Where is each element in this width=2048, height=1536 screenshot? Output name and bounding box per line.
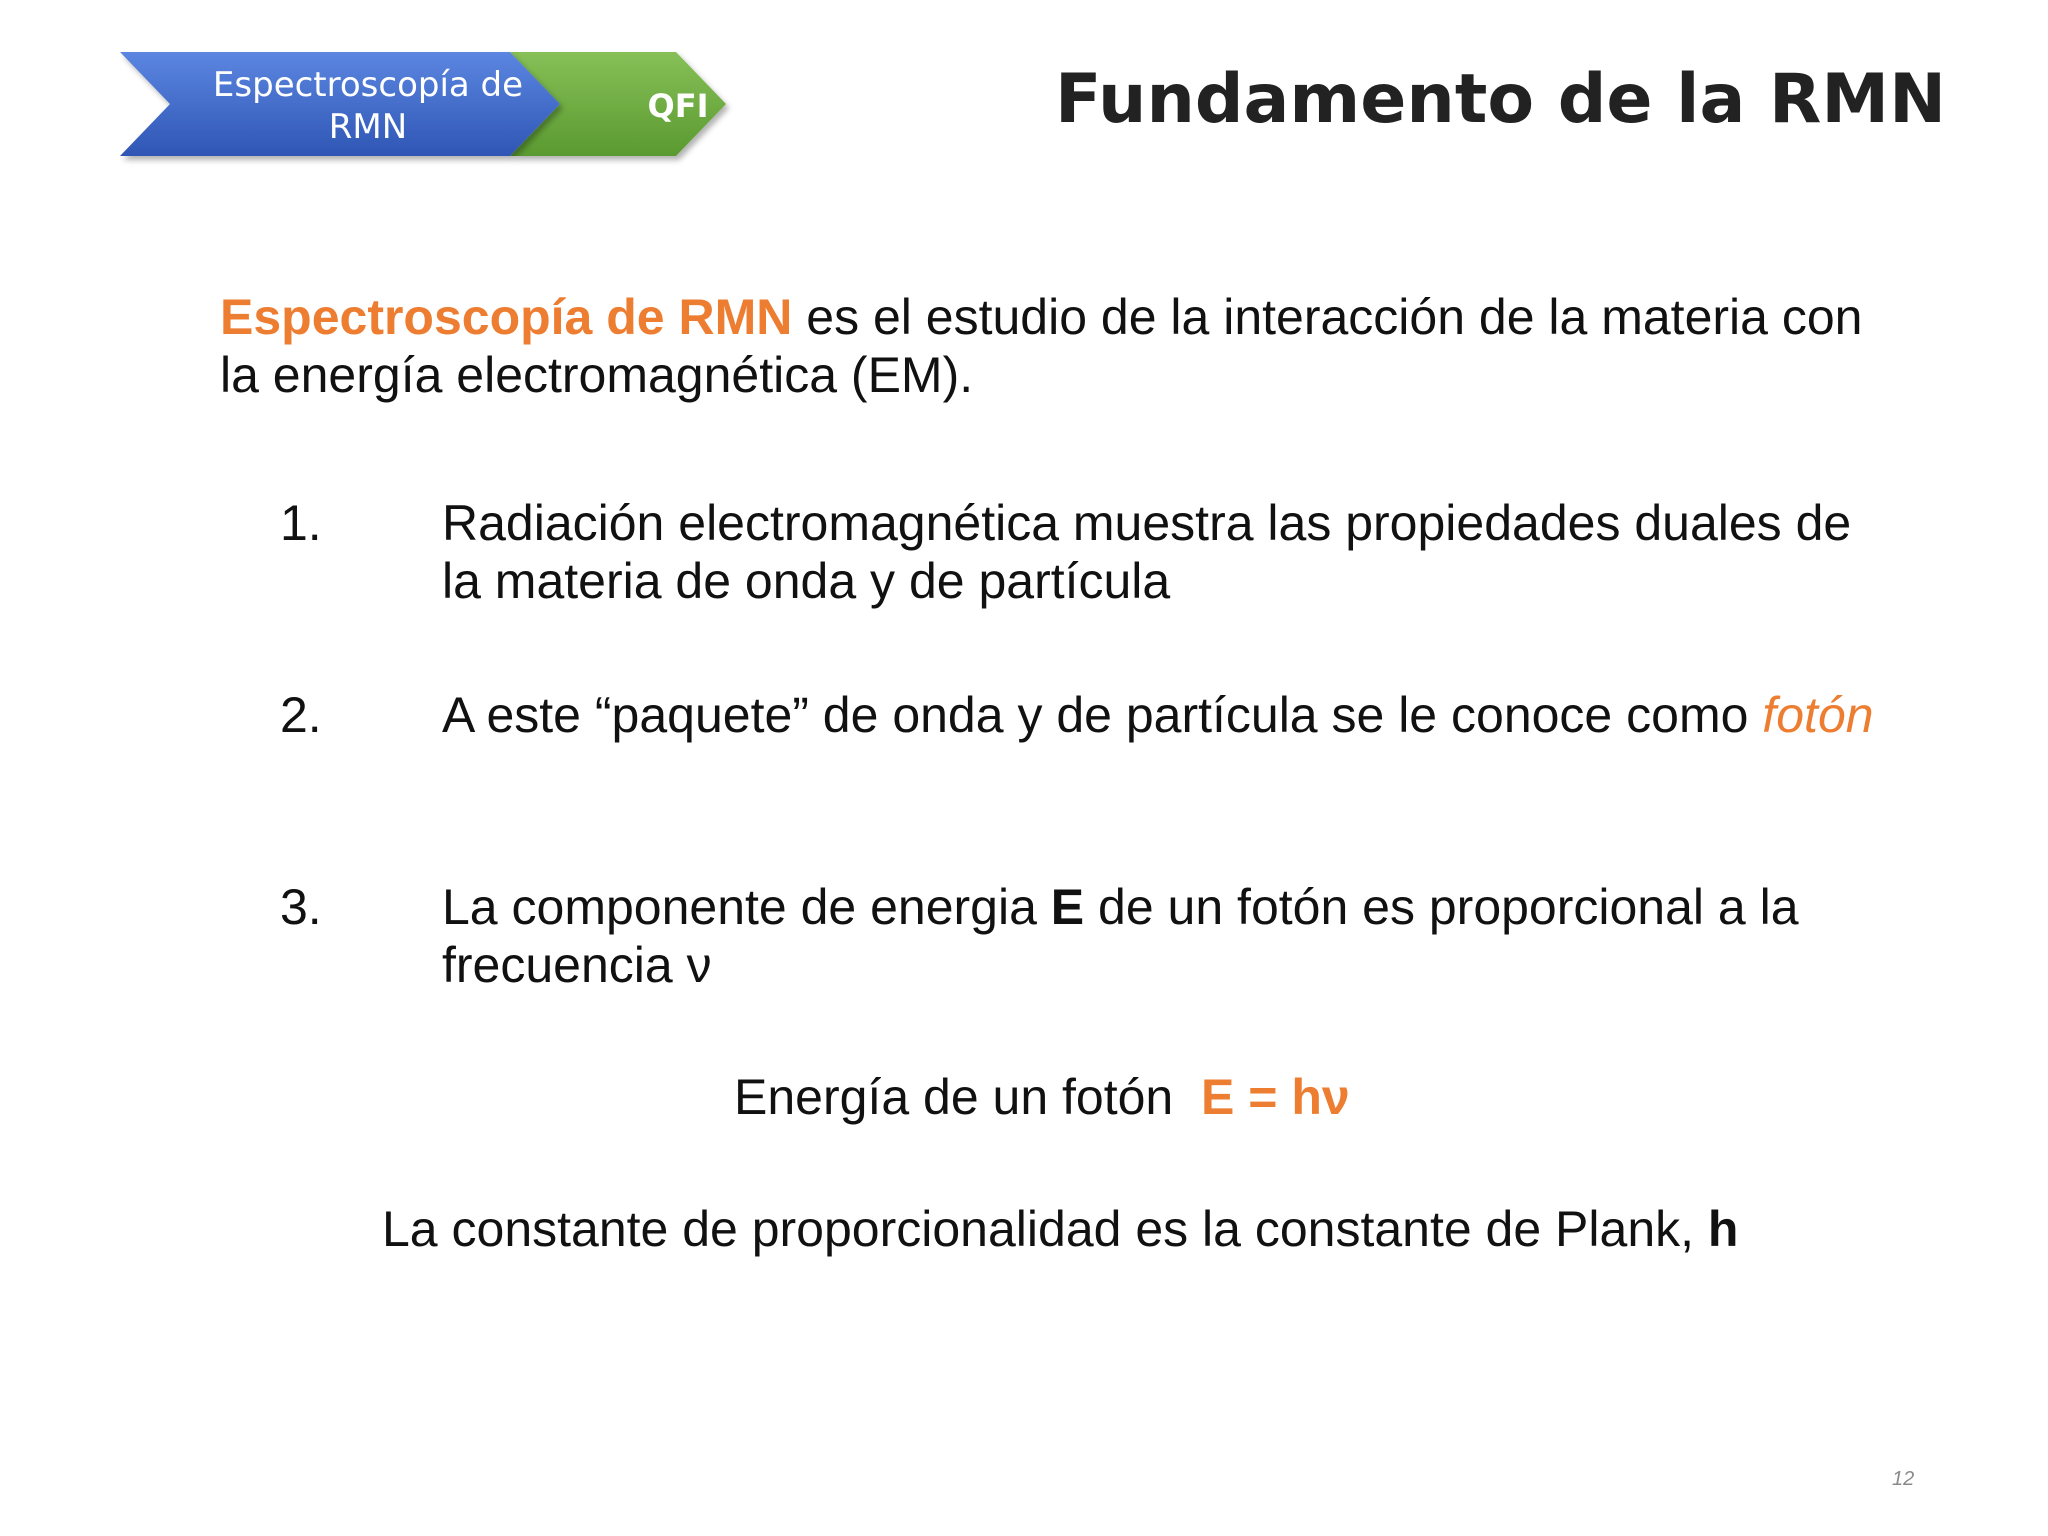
list-text: [442, 878, 1902, 994]
list-number: 1.: [280, 495, 322, 551]
breadcrumb-step-2[interactable]: QFI: [647, 87, 709, 125]
intro-paragraph: [220, 288, 1900, 404]
list-number: 2.: [280, 687, 322, 743]
intro-text: es el estudio de la interacción de la materia con la energía electromagnética (EM).: [220, 289, 1863, 403]
page-number: 12: [1892, 1468, 1915, 1490]
intro-highlight: Espectroscopía de RMN: [220, 289, 793, 345]
breadcrumb-step-1[interactable]: Espectroscopía de RMN: [212, 64, 524, 147]
formula-label: Energía de un fotón: [734, 1069, 1202, 1125]
list-text: [442, 686, 1902, 744]
formula-equation: E = hν: [1201, 1069, 1350, 1125]
list-text-before: La componente de energia: [442, 879, 1051, 935]
planck-symbol: h: [1707, 1201, 1739, 1257]
list-text-main: A este “paquete” de onda y de partícula se le conoce como: [442, 687, 1763, 743]
list-number: 3.: [280, 879, 322, 935]
foton-highlight: fotón: [1762, 687, 1874, 743]
list-text-after: de un fotón es proporcional a la frecuencia ν: [442, 879, 1799, 993]
page-title: Fundamento de la RMN: [1054, 60, 1946, 139]
breadcrumb: [118, 50, 738, 168]
list-text: Radiación electromagnética muestra las propiedades duales de la materia de onda y de partícula: [442, 495, 1852, 609]
photon-energy-formula: [734, 1068, 1350, 1126]
energy-symbol: E: [1050, 879, 1085, 935]
slide-content: [220, 288, 1900, 1257]
planck-constant-text: [382, 1200, 1738, 1258]
constant-text: La constante de proporcionalidad es la constante de Plank,: [382, 1201, 1708, 1257]
